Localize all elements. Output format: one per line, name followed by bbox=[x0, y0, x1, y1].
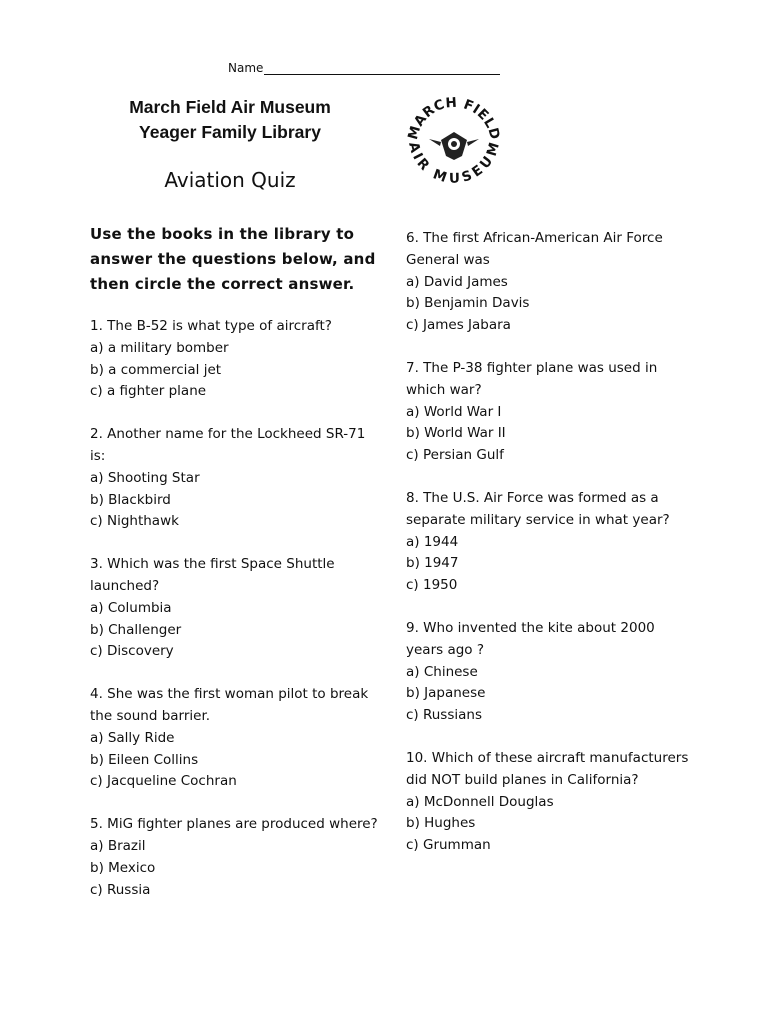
question-text: 4. She was the first woman pilot to break the sound barrier. bbox=[90, 686, 369, 724]
answer-option[interactable]: a) 1944 bbox=[406, 533, 459, 550]
answer-option[interactable]: a) Chinese bbox=[406, 663, 478, 680]
answer-option[interactable]: c) Russians bbox=[406, 707, 482, 724]
answer-option[interactable]: b) Mexico bbox=[90, 859, 156, 876]
question-text: 3. Which was the first Space Shuttle launched? bbox=[90, 556, 335, 594]
question-8 bbox=[406, 488, 696, 597]
question-text: 5. MiG fighter planes are produced where? bbox=[90, 816, 378, 833]
answer-option[interactable]: a) World War I bbox=[406, 403, 502, 420]
answer-option[interactable]: b) Blackbird bbox=[90, 491, 171, 508]
answer-option[interactable]: c) Discovery bbox=[90, 643, 174, 660]
answer-option[interactable]: c) Russia bbox=[90, 881, 151, 898]
question-text: 10. Which of these aircraft manufacturers did NOT build planes in California? bbox=[406, 749, 689, 788]
answer-option[interactable]: a) Shooting Star bbox=[90, 469, 200, 486]
answer-option[interactable]: c) Nighthawk bbox=[90, 513, 179, 530]
question-text: 8. The U.S. Air Force was formed as a separate military service in what year? bbox=[406, 489, 670, 528]
answer-option[interactable]: c) Persian Gulf bbox=[406, 447, 504, 464]
right-column bbox=[406, 228, 696, 878]
logo-text-bottom: AIR MUSEUM bbox=[405, 140, 503, 187]
answer-option[interactable]: a) McDonnell Douglas bbox=[406, 793, 554, 810]
library-name: Yeager Family Library bbox=[139, 122, 321, 142]
answer-option[interactable]: a) Columbia bbox=[90, 599, 172, 616]
question-6 bbox=[406, 228, 696, 337]
answer-option[interactable]: a) David James bbox=[406, 273, 508, 290]
left-column bbox=[90, 222, 380, 922]
question-4 bbox=[90, 684, 380, 793]
header-title-block bbox=[70, 95, 390, 145]
org-name: March Field Air Museum bbox=[129, 97, 331, 117]
answer-option[interactable]: b) Japanese bbox=[406, 685, 486, 702]
answer-option[interactable]: a) a military bomber bbox=[90, 339, 229, 356]
question-10 bbox=[406, 748, 696, 857]
name-field[interactable] bbox=[228, 61, 500, 75]
answer-option[interactable]: c) Jacqueline Cochran bbox=[90, 773, 237, 790]
answer-option[interactable]: b) a commercial jet bbox=[90, 361, 222, 378]
answer-option[interactable]: c) a fighter plane bbox=[90, 383, 207, 400]
instructions: Use the books in the library to answer the questions below, and then circle the correct answer. bbox=[90, 225, 376, 293]
answer-option[interactable]: b) 1947 bbox=[406, 555, 459, 572]
logo-text-top: MARCH FIELD bbox=[404, 96, 503, 142]
question-7 bbox=[406, 358, 696, 467]
answer-option[interactable]: b) Hughes bbox=[406, 815, 476, 832]
question-1 bbox=[90, 316, 380, 403]
answer-option[interactable]: b) Benjamin Davis bbox=[406, 295, 530, 312]
question-3 bbox=[90, 554, 380, 663]
question-text: 7. The P-38 fighter plane was used in which war? bbox=[406, 359, 658, 398]
page-title: Aviation Quiz bbox=[164, 168, 296, 192]
question-text: 6. The first African-American Air Force General was bbox=[406, 230, 663, 268]
answer-option[interactable]: c) Grumman bbox=[406, 837, 491, 854]
question-5 bbox=[90, 814, 380, 901]
answer-option[interactable]: b) World War II bbox=[406, 425, 506, 442]
name-label: Name bbox=[228, 61, 264, 75]
answer-option[interactable]: b) Eileen Collins bbox=[90, 751, 199, 768]
question-text: 2. Another name for the Lockheed SR-71 is: bbox=[90, 426, 366, 464]
name-blank-line[interactable] bbox=[264, 63, 500, 75]
answer-option[interactable]: c) 1950 bbox=[406, 577, 458, 594]
answer-option[interactable]: b) Challenger bbox=[90, 621, 182, 638]
question-9 bbox=[406, 618, 696, 727]
answer-option[interactable]: a) Sally Ride bbox=[90, 729, 175, 746]
question-text: 1. The B-52 is what type of aircraft? bbox=[90, 318, 332, 334]
museum-seal-logo bbox=[404, 96, 504, 188]
answer-option[interactable]: a) Brazil bbox=[90, 837, 146, 854]
question-text: 9. Who invented the kite about 2000 years ago ? bbox=[406, 619, 655, 658]
question-2 bbox=[90, 424, 380, 533]
wings-emblem-icon bbox=[429, 132, 479, 160]
answer-option[interactable]: c) James Jabara bbox=[406, 317, 511, 334]
